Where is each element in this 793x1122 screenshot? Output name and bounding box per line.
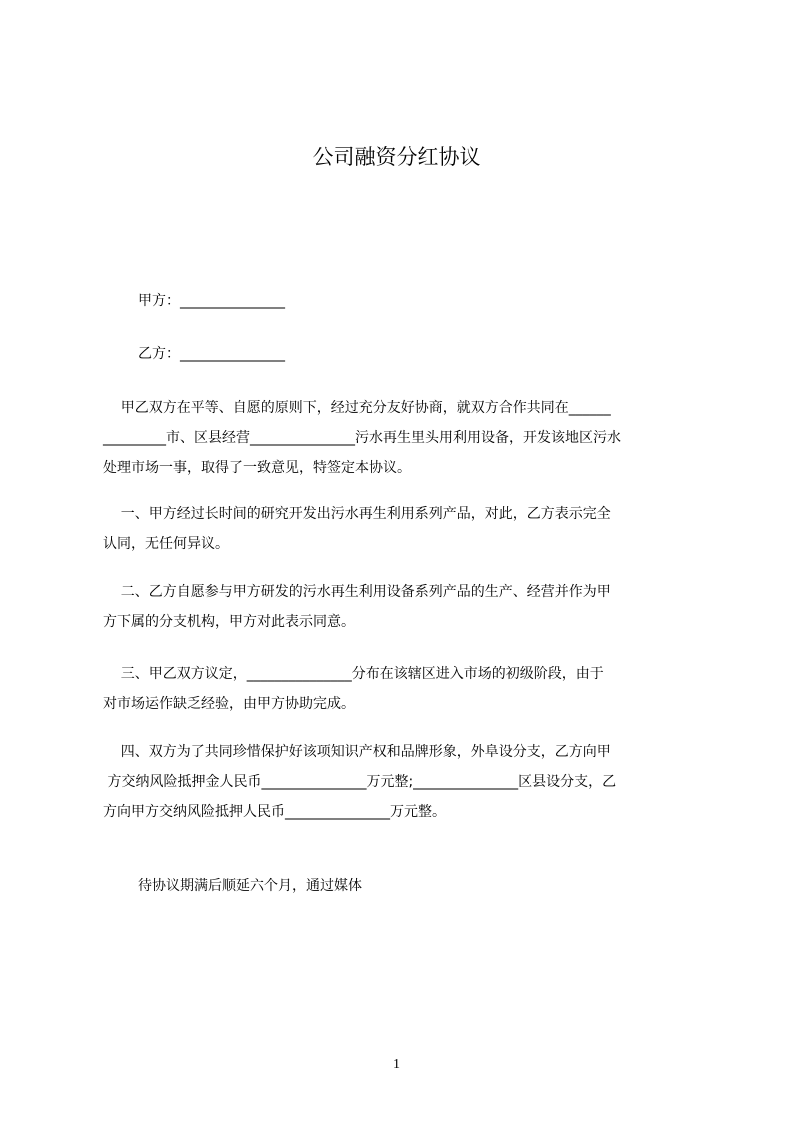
clause-1-paragraph: [103, 499, 703, 559]
clause-4-line-3: 方向甲方交纳风险抵押人民币_______________万元整。: [103, 804, 446, 820]
clause-1-line-2: 认同，无任何异议。: [103, 536, 229, 552]
clause-1-line-1: 一、甲方经过长时间的研究开发出污水再生利用系列产品，对此，乙方表示完全: [103, 506, 611, 522]
clause-3-paragraph: [103, 659, 703, 719]
clause-4-paragraph: [103, 737, 703, 827]
clause-2-paragraph: [103, 577, 703, 637]
page-number: 1: [393, 1057, 400, 1072]
intro-line-3: 处理市场一事，取得了一致意见，特签定本协议。: [103, 460, 411, 476]
party-a-line: 甲方：_______________: [138, 293, 285, 309]
closing-line: 待协议期满后顺延六个月，通过媒体: [138, 878, 362, 894]
intro-line-2: _________市、区县经营_______________污水再生里头用利用设备，开发该地区污水: [103, 430, 621, 446]
clause-4-line-1: 四、双方为了共同珍惜保护好该项知识产权和品牌形象，外阜设分支，乙方向甲: [103, 744, 611, 760]
clause-3-line-1: 三、甲乙双方议定，_______________分布在该辖区进入市场的初级阶段，由于: [103, 666, 604, 682]
clause-2-line-1: 二、乙方自愿参与甲方研发的污水再生利用设备系列产品的生产、经营并作为甲: [103, 584, 611, 600]
intro-paragraph: [103, 393, 703, 483]
document-title: 公司融资分红协议: [312, 145, 481, 169]
clause-3-line-2: 对市场运作缺乏经验，由甲方协助完成。: [103, 696, 355, 712]
clause-2-line-2: 方下属的分支机构，甲方对此表示同意。: [103, 614, 355, 630]
intro-line-1: 甲乙双方在平等、自愿的原则下，经过充分友好协商，就双方合作共同在______: [103, 400, 611, 416]
party-b-line: 乙方：_______________: [138, 346, 285, 362]
clause-4-line-2: 方交纳风险抵押金人民币_______________万元整;_______________区县设分支，乙: [103, 774, 617, 790]
